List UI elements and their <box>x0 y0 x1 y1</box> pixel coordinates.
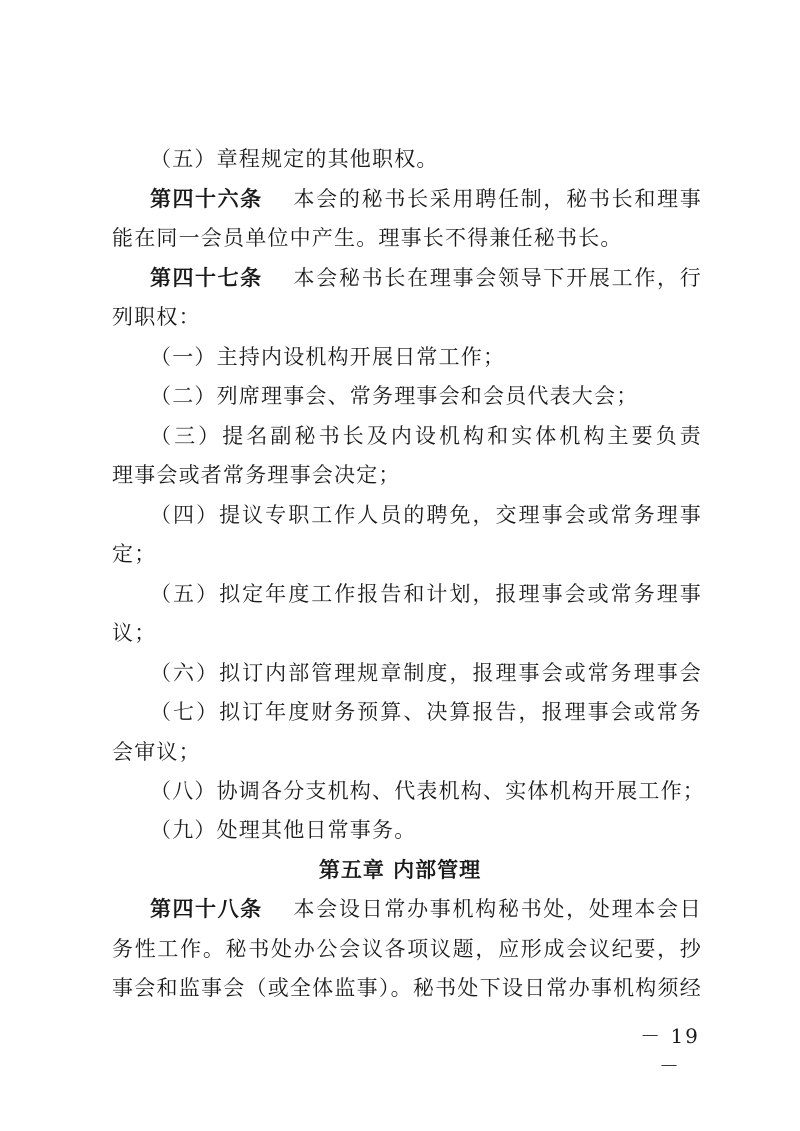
line-text: 本会的秘书长采用聘任制，秘书长和理事 <box>293 187 702 211</box>
item-5-line-1 <box>150 579 702 609</box>
item-6 <box>150 658 702 688</box>
paragraph-line <box>150 144 702 174</box>
line-text: （七）拟订年度财务预算、决算报告，报理事会或常务 <box>150 700 702 724</box>
item-3-line-1 <box>150 421 702 451</box>
article-47-line-1 <box>150 263 702 293</box>
line-text: （九）处理其他日常事务。 <box>150 818 417 842</box>
item-7-line-2 <box>112 737 702 767</box>
article-46-line-1 <box>150 184 702 214</box>
line-text: 理事会或者常务理事会决定； <box>112 463 401 487</box>
line-text: （五）章程规定的其他职权。 <box>150 147 439 171</box>
item-4-line-1 <box>150 500 702 530</box>
item-3-line-2 <box>112 460 702 490</box>
line-text: 会审议； <box>112 740 201 764</box>
line-text: 务性工作。秘书处办公会议各项议题，应形成会议纪要，抄 <box>112 937 702 961</box>
item-8 <box>150 776 705 806</box>
article-48-line-3 <box>112 973 702 1003</box>
chapter-heading: 第五章 内部管理 <box>318 858 482 882</box>
line-text: 定； <box>112 542 157 566</box>
item-9 <box>150 815 702 845</box>
line-text: （六）拟订内部管理规章制度，报理事会或常务理事会 <box>150 661 702 685</box>
line-text: 议； <box>112 621 157 645</box>
page-number: － 19 － <box>640 1024 700 1078</box>
item-5-line-2 <box>112 618 702 648</box>
item-4-line-2 <box>112 539 702 569</box>
line-text: 本会秘书长在理事会领导下开展工作，行 <box>293 266 702 290</box>
article-number: 第四十六条 <box>150 187 263 211</box>
article-48-line-2 <box>112 934 702 964</box>
line-text: 本会设日常办事机构秘书处，处理本会日 <box>293 897 702 921</box>
article-47-line-2 <box>112 302 702 332</box>
article-number: 第四十八条 <box>150 897 263 921</box>
line-text: （一）主持内设机构开展日常工作； <box>150 345 506 369</box>
line-text: 列职权： <box>112 305 201 329</box>
line-text: （三）提名副秘书长及内设机构和实体机构主要负责 <box>150 424 702 448</box>
article-number: 第四十七条 <box>150 266 263 290</box>
line-text: 能在同一会员单位中产生。理事长不得兼任秘书长。 <box>112 226 623 250</box>
item-7-line-1 <box>150 697 702 727</box>
line-text: （八）协调各分支机构、代表机构、实体机构开展工作； <box>150 779 705 803</box>
line-text: （二）列席理事会、常务理事会和会员代表大会； <box>150 384 639 408</box>
line-text: 事会和监事会（或全体监事）。秘书处下设日常办事机构须经 <box>112 976 702 1000</box>
article-46-line-2 <box>112 223 702 253</box>
line-text: （五）拟定年度工作报告和计划，报理事会或常务理事 <box>150 582 702 606</box>
item-2 <box>150 381 702 411</box>
line-text: （四）提议专职工作人员的聘免，交理事会或常务理事 <box>150 503 702 527</box>
article-48-line-1 <box>150 894 702 924</box>
item-1 <box>150 342 702 372</box>
